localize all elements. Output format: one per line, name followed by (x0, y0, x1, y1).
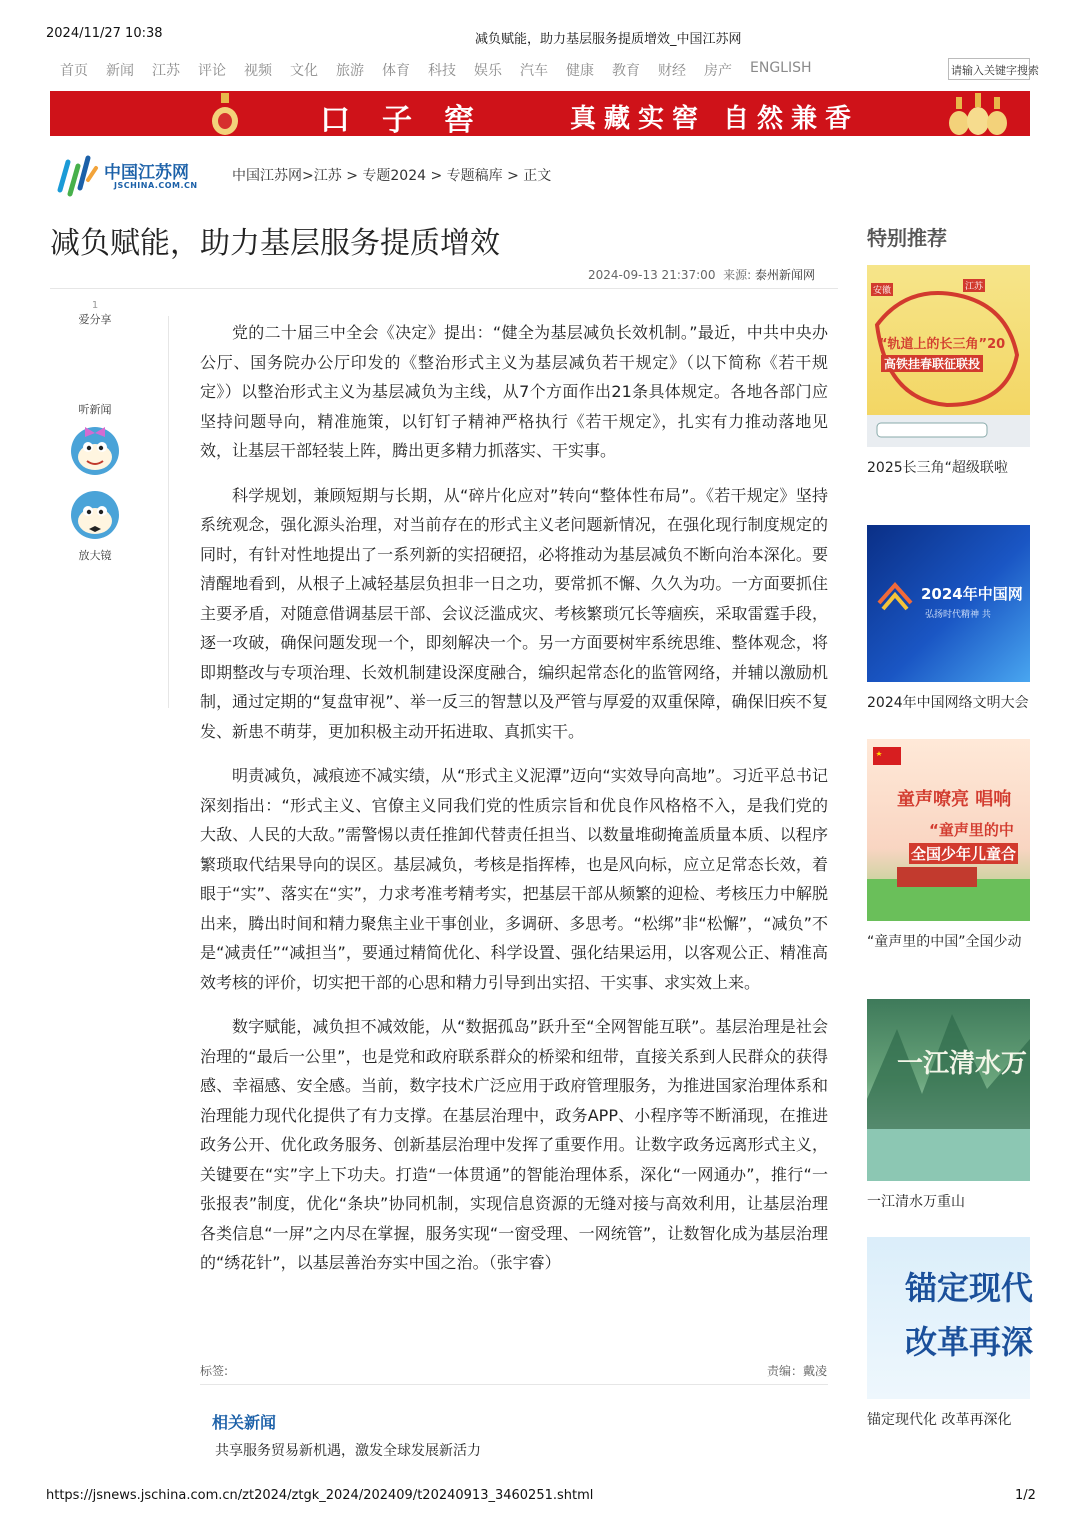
nav-item-news[interactable]: 新闻 (106, 63, 134, 79)
sidebar-card-image[interactable] (867, 265, 1030, 447)
card-tag: 高铁挂春联征联投 (881, 355, 983, 372)
nav-item-comment[interactable]: 评论 (198, 63, 226, 79)
nav-item-house[interactable]: 房产 (704, 63, 732, 79)
nav-items (60, 60, 830, 80)
listen-news-button[interactable]: 听新闻 (78, 403, 112, 416)
breadcrumb-archive[interactable]: 专题稿库 (446, 168, 503, 184)
print-page-title: 减负赋能，助力基层服务提质增效_中国江苏网 (475, 32, 742, 47)
nav-item-auto[interactable]: 汽车 (520, 63, 548, 79)
card-tag: 全国少年儿童合 (911, 845, 1017, 863)
sidebar-card-caption[interactable]: 2024年中国网络文明大会 (867, 695, 1029, 711)
logo-mark-icon (54, 150, 102, 198)
nav-item-sports[interactable]: 体育 (382, 63, 410, 79)
breadcrumb-current: 正文 (523, 168, 552, 184)
search-input[interactable]: 请输入关键字搜索 (948, 58, 1030, 80)
article-tools (60, 300, 130, 563)
card-tag: 弘扬时代精神 共 (925, 610, 991, 620)
banner-slogan: 真藏实窖 自然兼香 (570, 104, 860, 134)
like-button[interactable]: 爱分享 (78, 313, 112, 326)
nav-item-culture[interactable]: 文化 (290, 63, 318, 79)
bottle-icon (205, 91, 245, 136)
logo-name-cn: 中国江苏网 (104, 163, 189, 183)
footer-divider (200, 1384, 828, 1385)
nav-item-health[interactable]: 健康 (566, 63, 594, 79)
nav-item-jiangsu[interactable]: 江苏 (152, 63, 180, 79)
nav-item-travel[interactable]: 旅游 (336, 63, 364, 79)
title-divider (50, 288, 838, 289)
sidebar-card-image[interactable] (867, 525, 1030, 682)
card-tag: 2024年中国网 (921, 585, 1023, 603)
article-paragraph: 科学规划，兼顾短期与长期，从“碎片化应对”转向“整体性布局”。《若干规定》坚持系统观念，强化源头治理，对当前存在的形式主义老问题新情况，在强化现行制度规定的同时，有针对性地提出了一系列新的实招硬招，必将推动为基层减负不断向治本深化。要清醒地看到，从根子上减轻基层负担非一日之功，要常抓不懈、久久为功。一方面要抓住主要矛盾，对随意借调基层干部、会议泛滥成灾、考核繁琐冗长等痼疾，采取雷霆手段，逐一攻破，确保问题发现一个，即刻解决一个。另一方面要树牢系统思维、整体观念，将即期整改与专项治理、长效机制建设深度融合，编织起常态化的监管网络，并辅以激励机制，通过定期的“复盘审视”、举一反三的智慧以及严管与厚爱的双重保障，确保旧疾不复发、新患不萌芽，更加积极主动开拓进取、真抓实干。 (200, 485, 828, 741)
card-tag: 改革再深 (905, 1323, 1034, 1361)
banner-brand: 口子窖 (320, 103, 506, 138)
sidebar-card-image[interactable] (867, 739, 1030, 921)
nav-item-video[interactable]: 视频 (244, 63, 272, 79)
magnifier-button[interactable]: 放大镜 (78, 549, 112, 562)
article-date: 2024-09-13 21:37:00 (588, 268, 716, 282)
sidebar-title: 特别推荐 (867, 226, 947, 250)
sidebar-card-caption[interactable]: 一江清水万重山 (867, 1194, 965, 1210)
nav-item-finance[interactable]: 财经 (658, 63, 686, 79)
like-count: 1 (91, 300, 99, 311)
card-tag: “轨道上的长三角”20 (879, 337, 1006, 352)
related-news-item[interactable]: 共享服务贸易新机遇，激发全球发展新活力 (215, 1443, 481, 1459)
article-tags: 标签: (200, 1364, 229, 1378)
article-meta (588, 266, 815, 283)
article-source-label: 来源: (723, 268, 752, 282)
print-page-number: 1/2 (1015, 1488, 1036, 1503)
logo-name-en: JSCHINA.COM.CN (114, 181, 198, 190)
mascot-magnifier-icon[interactable] (67, 485, 123, 541)
sidebar-card-image[interactable] (867, 1237, 1034, 1399)
article-title: 减负赋能，助力基层服务提质增效 (50, 226, 500, 261)
breadcrumb (232, 165, 551, 185)
card-tag: “童声里的中 (929, 821, 1014, 839)
nav-item-ent[interactable]: 娱乐 (474, 63, 502, 79)
bottle-group-icon (948, 91, 1008, 136)
article-source[interactable]: 泰州新闻网 (754, 268, 815, 282)
card-tag: 童声嘹亮 唱响 (897, 789, 1012, 810)
site-logo[interactable] (54, 150, 204, 198)
article-body (200, 318, 828, 1293)
card-tag: 江苏 (963, 279, 985, 292)
breadcrumb-sep: > (346, 168, 358, 184)
nav-item-tech[interactable]: 科技 (428, 63, 456, 79)
nav-item-home[interactable]: 首页 (60, 63, 88, 79)
breadcrumb-sep: > (430, 168, 443, 184)
mascot-listen-icon[interactable] (67, 421, 123, 477)
print-footer-url: https://jsnews.jschina.com.cn/zt2024/ztgk_2024/202409/t20240913_3460251.shtml (46, 1488, 594, 1503)
print-datetime: 2024/11/27 10:38 (46, 26, 163, 41)
sidebar-card-caption[interactable]: 锚定现代化 改革再深化 (867, 1412, 1012, 1428)
sidebar-card-caption[interactable]: “童声里的中国”全国少动 (867, 934, 1022, 950)
article-paragraph: 明责减负，减痕迹不减实绩，从“形式主义泥潭”迈向“实效导向高地”。习近平总书记深刻指出：“形式主义、官僚主义同我们党的性质宗旨和优良作风格格不入，是我们党的大敌、人民的大敌。”需警惕以责任推卸代替责任担当、以数量堆砌掩盖质量本质、以程序繁琐取代结果导向的误区。基层减负，考核是指挥棒，也是风向标，应立足常态长效，着眼于“实”、落实在“实”，力求考准考精考实，把基层干部从频繁的迎检、考核压力中解脱出来，腾出时间和精力聚焦主业干事创业，多调研、多思考。“松绑”非“松懈”，“减负”不是“减责任”“减担当”，要通过精简优化、科学设置、强化结果运用，以客观公正、精准高效考核的评价，切实把干部的心思和精力引导到出实招、干实事、求实效上来。 (200, 766, 828, 992)
sidebar-card-image[interactable] (867, 999, 1030, 1181)
article-paragraph: 党的二十届三中全会《决定》提出：“健全为基层减负长效机制。”最近，中共中央办公厅、国务院办公厅印发的《整治形式主义为基层减负若干规定》（以下简称《若干规定》）以整治形式主义为基层减负为主线，从7个方面作出21条具体规定。各地各部门应坚持问题导向，精准施策，以钉钉子精神严格执行《若干规定》，扎实有力推动落地见效，让基层干部轻装上阵，腾出更多精力抓落实、干实事。 (200, 323, 828, 460)
nav-item-english[interactable]: ENGLISH (750, 60, 812, 76)
article-editor: 责编：戴凌 (767, 1364, 828, 1378)
sidebar-card-caption[interactable]: 2025长三角“超级联啦 (867, 460, 1008, 476)
related-news-heading: 相关新闻 (212, 1413, 277, 1432)
breadcrumb-sep: > (507, 168, 519, 184)
ad-banner[interactable] (50, 91, 1030, 136)
print-header (46, 26, 1034, 46)
card-tag: 锚定现代 (905, 1269, 1034, 1307)
breadcrumb-topic[interactable]: 专题2024 (362, 168, 427, 184)
top-nav (60, 58, 1039, 82)
card-tag: 安徽 (871, 283, 893, 296)
breadcrumb-jiangsu[interactable]: 江苏 (313, 168, 342, 184)
card-tag: 一江清水万 (897, 1049, 1028, 1079)
breadcrumb-sep: > (302, 168, 314, 184)
conference-logo-icon (875, 577, 915, 617)
nav-item-edu[interactable]: 教育 (612, 63, 640, 79)
breadcrumb-home[interactable]: 中国江苏网 (232, 168, 302, 184)
tools-divider (168, 316, 169, 708)
article-paragraph: 数字赋能，减负担不减效能，从“数据孤岛”跃升至“全网智能互联”。基层治理是社会治理的“最后一公里”，也是党和政府联系群众的桥梁和纽带，直接关系到人民群众的获得感、幸福感、安全感。当前，数字技术广泛应用于政府管理服务，为推进国家治理体系和治理能力现代化提供了有力支撑。在基层治理中，政务APP、小程序等不断涌现，在推进政务公开、优化政务服务、创新基层治理中发挥了重要作用。让数字政务远离形式主义，关键要在“实”字上下功夫。打造“一体贯通”的智能治理体系，深化“一网通办”，推行“一张报表”制度，优化“条块”协同机制，实现信息资源的无缝对接与高效利用，让基层治理各类信息“一屏”之内尽在掌握，服务实现“一窗受理、一网统管”，让数智化成为基层治理的“绣花针”，以基层善治夯实中国之治。（张宇睿） (200, 1017, 828, 1272)
